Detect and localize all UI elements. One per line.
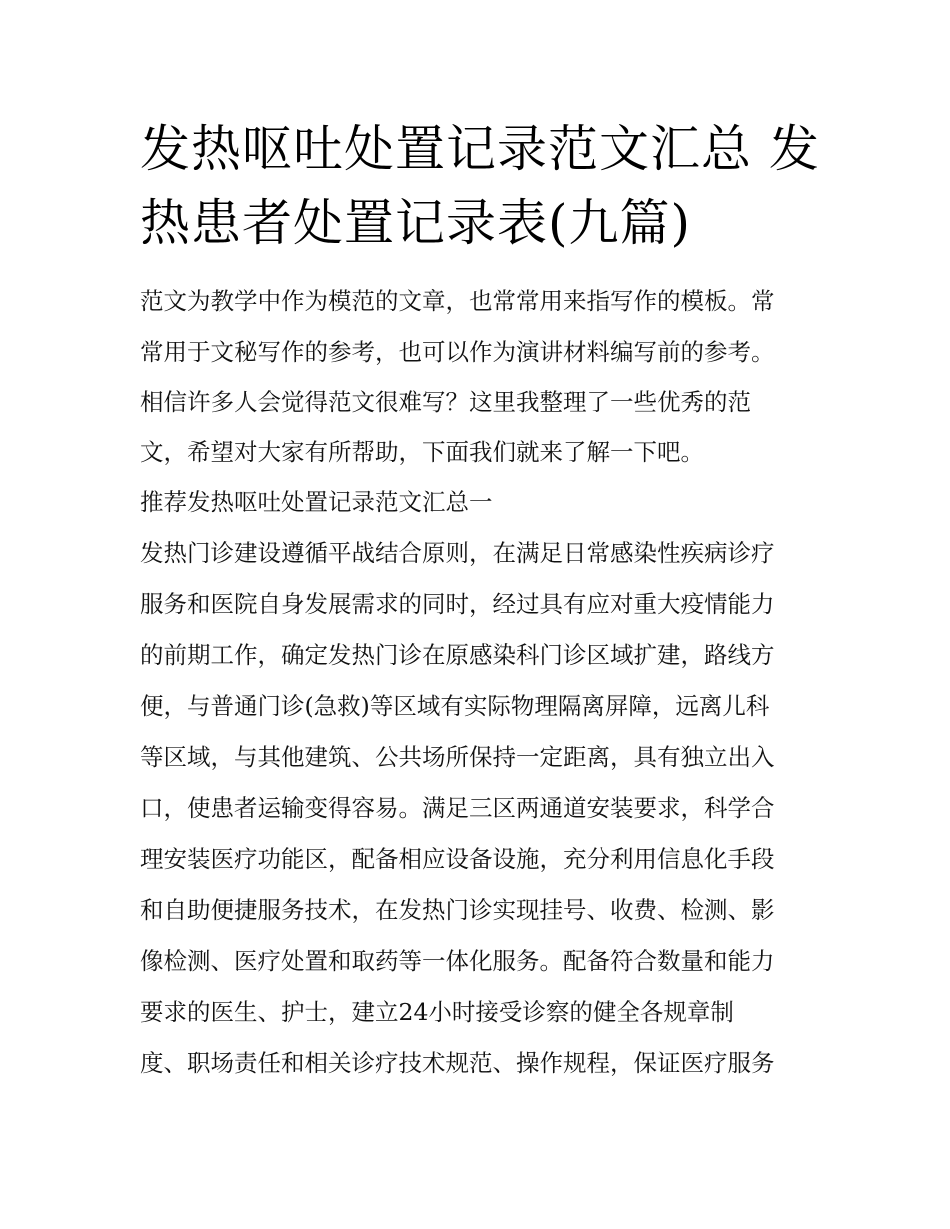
body-line-9: 像检测、医疗处置和取药等一体化服务。配备符合数量和能力 [140, 947, 775, 975]
title-line-1: 发热呕吐处置记录范文汇总 发 [140, 120, 820, 178]
body-line-2: 服务和医院自身发展需求的同时，经过具有应对重大疫情能力 [140, 590, 775, 618]
body-line-10: 要求的医生、护士，建立24小时接受诊察的健全各规章制 [140, 998, 734, 1026]
section-heading: 推荐发热呕吐处置记录范文汇总一 [140, 488, 493, 516]
intro-line-2: 常用于文秘写作的参考，也可以作为演讲材料编写前的参考。 [140, 338, 775, 366]
document-title [140, 112, 820, 260]
body-line-3: 的前期工作，确定发热门诊在原感染科门诊区域扩建，路线方 [140, 641, 775, 669]
intro-line-4: 文，希望对大家有所帮助，下面我们就来了解一下吧。 [140, 438, 704, 466]
body-line-8: 和自助便捷服务技术，在发热门诊实现挂号、收费、检测、影 [140, 896, 775, 924]
body-line-11: 度、职场责任和相关诊疗技术规范、操作规程，保证医疗服务 [140, 1049, 775, 1077]
intro-line-3: 相信许多人会觉得范文很难写？这里我整理了一些优秀的范 [140, 388, 751, 416]
body-line-5: 等区域，与其他建筑、公共场所保持一定距离，具有独立出入 [140, 743, 775, 771]
title-line-2: 热患者处置记录表(九篇) [140, 194, 692, 252]
body-line-4: 便，与普通门诊(急救)等区域有实际物理隔离屏障，远离儿科 [140, 692, 770, 720]
body-line-7: 理安装医疗功能区，配备相应设备设施，充分利用信息化手段 [140, 845, 775, 873]
body-line-6: 口，使患者运输变得容易。满足三区两通道安装要求，科学合 [140, 794, 775, 822]
body-line-1: 发热门诊建设遵循平战结合原则，在满足日常感染性疾病诊疗 [140, 539, 775, 567]
intro-line-1: 范文为教学中作为模范的文章，也常常用来指写作的模板。常 [140, 287, 775, 315]
